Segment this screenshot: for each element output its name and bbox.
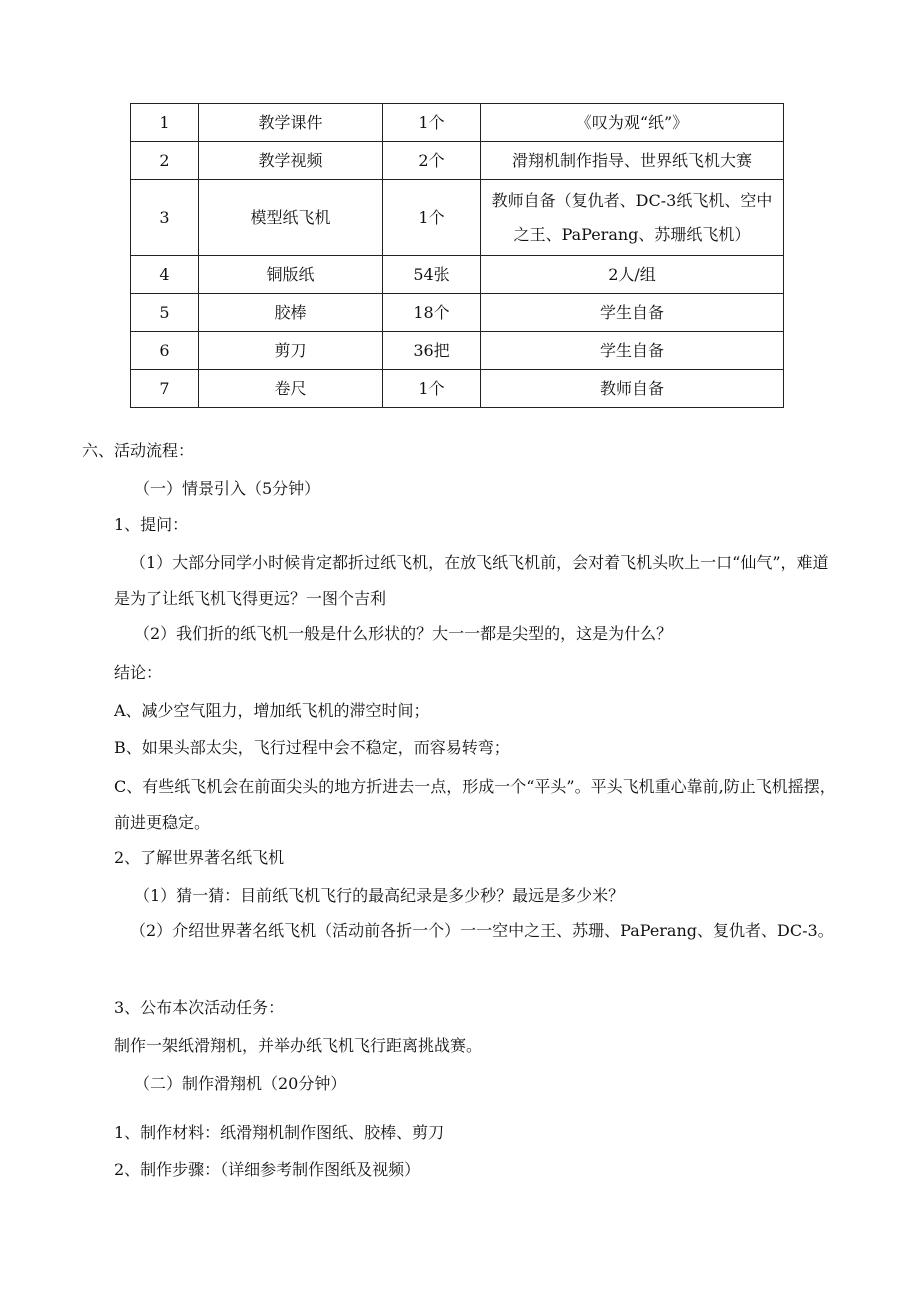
item-note: 《叹为观“纸”》 (481, 104, 784, 142)
item-note: 学生自备 (481, 332, 784, 370)
table-row (131, 142, 784, 180)
item-note: 教师自备（复仇者、DC-3纸飞机、空中之王、PaPerang、苏珊纸飞机） (481, 180, 784, 256)
question-1: （1）大部分同学小时候肯定都折过纸飞机，在放飞纸飞机前，会对着飞机头吹上一口“仙气”，难道是为了让纸飞机飞得更远？一图个吉利 (114, 553, 829, 608)
item-quantity: 1个 (383, 180, 481, 256)
part2-title: （二）制作滑翔机（20分钟） (134, 1074, 347, 1093)
activity-task: 制作一架纸滑翔机，并举办纸飞机飞行距离挑战赛。 (114, 1036, 483, 1055)
table-row (131, 256, 784, 294)
row-number: 6 (131, 332, 199, 370)
item2-heading: 2、了解世界著名纸飞机 (114, 848, 285, 867)
row-number: 4 (131, 256, 199, 294)
item1-heading: 1、提问： (114, 515, 189, 534)
row-number: 5 (131, 294, 199, 332)
question-2: （2）我们折的纸飞机一般是什么形状的？大一一都是尖型的，这是为什么？ (134, 624, 673, 643)
item-name: 剪刀 (199, 332, 383, 370)
item-quantity: 2个 (383, 142, 481, 180)
table-row (131, 370, 784, 408)
famous-planes-intro: （2）介绍世界著名纸飞机（活动前各折一个）一一空中之王、苏珊、PaPerang、复仇者、DC-3。 (130, 921, 834, 940)
item-note: 教师自备 (481, 370, 784, 408)
item-quantity: 36把 (383, 332, 481, 370)
item-name: 铜版纸 (199, 256, 383, 294)
item-quantity: 18个 (383, 294, 481, 332)
conclusion-c: C、有些纸飞机会在前面尖头的地方折进去一点，形成一个“平头”。平头飞机重心靠前,防止飞机摇摆，前进更稳定。 (114, 777, 836, 832)
table-row (131, 104, 784, 142)
item-note: 2人/组 (481, 256, 784, 294)
conclusion-label: 结论： (114, 663, 163, 682)
item-quantity: 1个 (383, 370, 481, 408)
item-name: 教学课件 (199, 104, 383, 142)
row-number: 3 (131, 180, 199, 256)
conclusion-a: A、减少空气阻力，增加纸飞机的滞空时间； (114, 701, 430, 720)
table-row (131, 294, 784, 332)
materials-line: 1、制作材料：纸滑翔机制作图纸、胶棒、剪刀 (114, 1123, 445, 1142)
materials-table (130, 103, 784, 408)
guess-question: （1）猜一猜：目前纸飞机飞行的最高纪录是多少秒？最远是多少米？ (134, 886, 625, 905)
item-quantity: 1个 (383, 104, 481, 142)
item-name: 胶棒 (199, 294, 383, 332)
table-row (131, 332, 784, 370)
item-quantity: 54张 (383, 256, 481, 294)
row-number: 2 (131, 142, 199, 180)
item-note: 滑翔机制作指导、世界纸飞机大赛 (481, 142, 784, 180)
item-name: 模型纸飞机 (199, 180, 383, 256)
part1-title: （一）情景引入（5分钟） (134, 479, 321, 498)
item-name: 教学视频 (199, 142, 383, 180)
steps-line: 2、制作步骤：（详细参考制作图纸及视频） (114, 1160, 421, 1179)
item3-heading: 3、公布本次活动任务： (114, 998, 285, 1017)
conclusion-b: B、如果头部太尖，飞行过程中会不稳定，而容易转弯； (114, 738, 510, 757)
item-note: 学生自备 (481, 294, 784, 332)
item-name: 卷尺 (199, 370, 383, 408)
table-row (131, 180, 784, 256)
section-title: 六、活动流程： (82, 441, 195, 460)
row-number: 1 (131, 104, 199, 142)
row-number: 7 (131, 370, 199, 408)
